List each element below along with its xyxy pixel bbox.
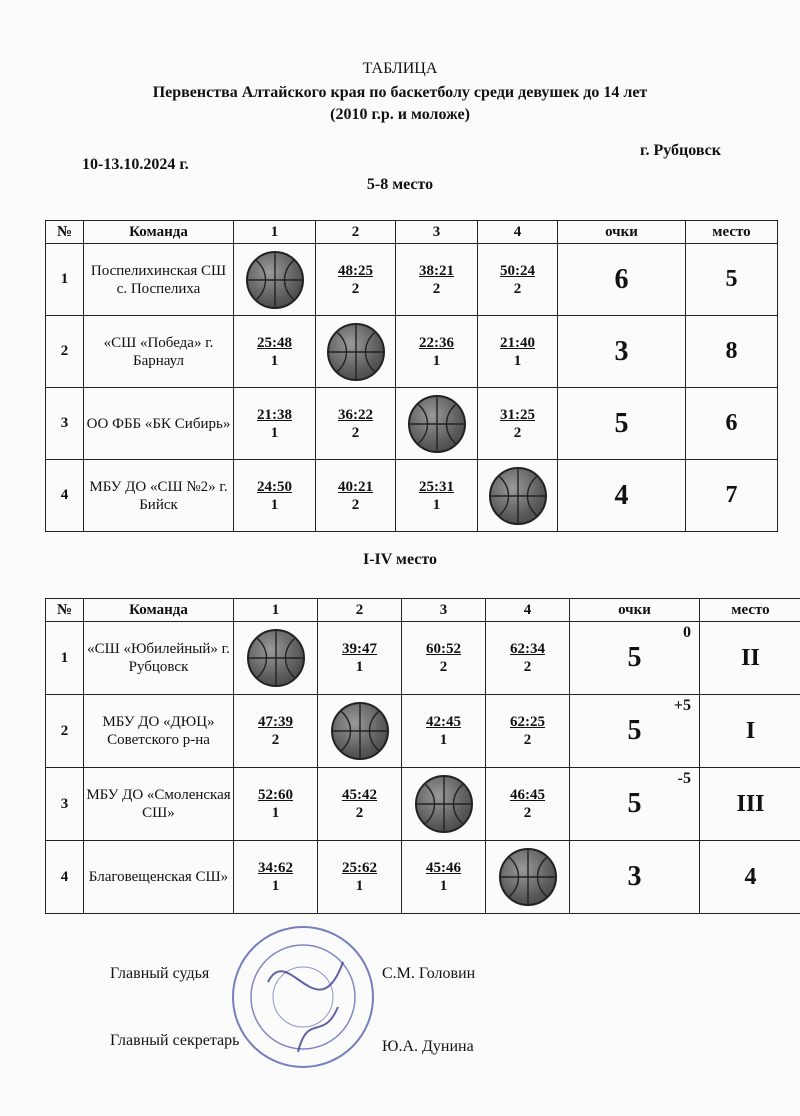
- match-score: 62:34: [510, 641, 545, 657]
- row-number: 4: [46, 460, 84, 532]
- final-place: I: [700, 695, 800, 768]
- total-points: 4: [614, 479, 629, 511]
- match-score: 36:22: [338, 406, 373, 423]
- table-row: [46, 841, 800, 914]
- points-cell: [570, 768, 700, 841]
- points-cell: [558, 388, 686, 460]
- total-points: 5: [627, 715, 642, 746]
- table-row: [46, 695, 800, 768]
- match-score: 25:62: [342, 860, 377, 876]
- match-points: 1: [355, 659, 364, 675]
- column-header: место: [700, 599, 800, 622]
- match-points: 2: [439, 659, 448, 675]
- doc-city: г. Рубцовск: [640, 142, 721, 159]
- column-header: 1: [234, 599, 318, 622]
- match-result: [396, 316, 478, 388]
- table-header-row: [46, 221, 778, 244]
- final-place: 8: [686, 316, 778, 388]
- column-header: 1: [234, 221, 316, 244]
- match-score: 39:47: [342, 641, 377, 657]
- total-points: 5: [627, 788, 642, 819]
- match-score: 34:62: [258, 860, 293, 876]
- match-points: 1: [432, 352, 441, 369]
- match-score: 38:21: [419, 262, 454, 279]
- row-number: 3: [46, 388, 84, 460]
- match-result: [234, 768, 318, 841]
- match-score: 25:31: [419, 478, 454, 495]
- column-header: очки: [558, 221, 686, 244]
- doc-title: ТАБЛИЦА: [362, 60, 438, 77]
- team-name: Благовещенская СШ»: [84, 841, 234, 914]
- total-points: 5: [627, 642, 642, 673]
- table-row: [46, 460, 778, 532]
- row-number: 1: [46, 622, 84, 695]
- match-points: 1: [271, 805, 280, 821]
- match-result: [486, 695, 570, 768]
- match-points: 2: [432, 280, 441, 297]
- final-place: II: [700, 622, 800, 695]
- match-points: 1: [432, 496, 441, 513]
- basketball-icon: [478, 460, 558, 532]
- match-score: 62:25: [510, 714, 545, 730]
- total-points: 5: [614, 407, 629, 439]
- match-points: 1: [270, 352, 279, 369]
- match-points: 2: [523, 732, 532, 748]
- doc-subtitle-years: (2010 г.р. и моложе): [330, 106, 470, 123]
- final-place: 6: [686, 388, 778, 460]
- standings-table-5-8: [45, 220, 778, 532]
- basketball-icon: [415, 775, 473, 833]
- basketball-icon: [318, 695, 402, 768]
- judge-label: Главный судья: [110, 965, 210, 982]
- column-header: №: [46, 221, 84, 244]
- match-result: [316, 460, 396, 532]
- match-result: [318, 768, 402, 841]
- team-name: Поспелихинская СШ с. Поспелиха: [84, 244, 234, 316]
- match-points: 1: [439, 878, 448, 894]
- score-difference: -5: [677, 770, 691, 787]
- row-number: 2: [46, 316, 84, 388]
- points-cell: [558, 244, 686, 316]
- column-header: 3: [396, 221, 478, 244]
- basketball-icon: [234, 622, 318, 695]
- match-result: [318, 841, 402, 914]
- basketball-icon: [396, 388, 478, 460]
- match-points: 1: [439, 732, 448, 748]
- match-score: 45:42: [342, 787, 377, 803]
- match-result: [478, 388, 558, 460]
- match-points: 2: [523, 805, 532, 821]
- match-result: [318, 622, 402, 695]
- judge-name: С.М. Головин: [382, 965, 476, 982]
- column-header: очки: [570, 599, 700, 622]
- match-result: [316, 244, 396, 316]
- column-header: 4: [478, 221, 558, 244]
- match-score: 21:40: [500, 334, 535, 351]
- match-result: [402, 841, 486, 914]
- match-points: 1: [271, 878, 280, 894]
- column-header: 2: [318, 599, 402, 622]
- match-score: 42:45: [426, 714, 461, 730]
- column-header: Команда: [84, 221, 234, 244]
- match-result: [402, 622, 486, 695]
- match-points: 2: [355, 805, 364, 821]
- match-points: 2: [271, 732, 280, 748]
- team-name: МБУ ДО «Смоленская СШ»: [84, 768, 234, 841]
- match-score: 31:25: [500, 406, 535, 423]
- match-result: [234, 460, 316, 532]
- column-header: 4: [486, 599, 570, 622]
- final-place: III: [700, 768, 800, 841]
- match-points: 1: [513, 352, 522, 369]
- match-score: 52:60: [258, 787, 293, 803]
- match-result: [478, 244, 558, 316]
- basketball-icon: [499, 848, 557, 906]
- match-result: [234, 841, 318, 914]
- match-points: 1: [270, 424, 279, 441]
- table-row: [46, 388, 778, 460]
- row-number: 1: [46, 244, 84, 316]
- score-difference: +5: [673, 697, 691, 714]
- row-number: 4: [46, 841, 84, 914]
- doc-subtitle: Первенства Алтайского края по баскетболу среди девушек до 14 лет: [152, 84, 648, 101]
- match-points: 2: [523, 659, 532, 675]
- basketball-icon: [327, 323, 385, 381]
- match-points: 2: [351, 496, 360, 513]
- basketball-icon: [246, 251, 304, 309]
- team-name: МБУ ДО «СШ №2» г. Бийск: [84, 460, 234, 532]
- standings-table-1-4: [45, 598, 800, 914]
- match-score: 46:45: [510, 787, 545, 803]
- basketball-icon: [489, 467, 547, 525]
- section-title-1-4: I-IV место: [363, 551, 437, 568]
- points-cell: [570, 622, 700, 695]
- table-row: [46, 768, 800, 841]
- basketball-icon: [486, 841, 570, 914]
- section-title-5-8: 5-8 место: [366, 176, 434, 193]
- match-result: [402, 695, 486, 768]
- points-cell: [570, 841, 700, 914]
- match-result: [486, 768, 570, 841]
- row-number: 3: [46, 768, 84, 841]
- match-score: 22:36: [419, 334, 454, 351]
- match-score: 40:21: [338, 478, 373, 495]
- column-header: 2: [316, 221, 396, 244]
- match-result: [316, 388, 396, 460]
- final-place: 4: [700, 841, 800, 914]
- match-score: 21:38: [257, 406, 292, 423]
- basketball-icon: [247, 629, 305, 687]
- basketball-icon: [331, 702, 389, 760]
- match-result: [234, 388, 316, 460]
- column-header: место: [686, 221, 778, 244]
- team-name: МБУ ДО «ДЮЦ» Советского р-на: [84, 695, 234, 768]
- basketball-icon: [234, 244, 316, 316]
- table-row: [46, 622, 800, 695]
- match-points: 2: [351, 280, 360, 297]
- team-name: ОО ФББ «БК Сибирь»: [84, 388, 234, 460]
- match-points: 1: [355, 878, 364, 894]
- match-result: [234, 316, 316, 388]
- team-name: «СШ «Юбилейный» г. Рубцовск: [84, 622, 234, 695]
- column-header: Команда: [84, 599, 234, 622]
- match-score: 25:48: [257, 334, 292, 351]
- secretary-label: Главный секретарь: [110, 1032, 240, 1049]
- match-result: [486, 622, 570, 695]
- table-row: [46, 316, 778, 388]
- match-points: 2: [513, 280, 522, 297]
- secretary-name: Ю.А. Дунина: [382, 1038, 474, 1055]
- final-place: 7: [686, 460, 778, 532]
- basketball-icon: [402, 768, 486, 841]
- match-score: 47:39: [258, 714, 293, 730]
- points-cell: [558, 316, 686, 388]
- score-difference: 0: [683, 624, 691, 641]
- match-score: 48:25: [338, 262, 373, 279]
- column-header: №: [46, 599, 84, 622]
- official-stamp: [228, 922, 378, 1072]
- match-score: 45:46: [426, 860, 461, 876]
- match-score: 24:50: [257, 478, 292, 495]
- points-cell: [570, 695, 700, 768]
- match-result: [234, 695, 318, 768]
- match-points: 2: [351, 424, 360, 441]
- match-result: [478, 316, 558, 388]
- match-score: 60:52: [426, 641, 461, 657]
- match-result: [396, 244, 478, 316]
- table-header-row: [46, 599, 800, 622]
- total-points: 6: [614, 263, 629, 295]
- table-row: [46, 244, 778, 316]
- points-cell: [558, 460, 686, 532]
- column-header: 3: [402, 599, 486, 622]
- row-number: 2: [46, 695, 84, 768]
- basketball-icon: [316, 316, 396, 388]
- total-points: 3: [614, 335, 629, 367]
- final-place: 5: [686, 244, 778, 316]
- match-points: 1: [270, 496, 279, 513]
- total-points: 3: [627, 861, 642, 892]
- match-points: 2: [513, 424, 522, 441]
- match-result: [396, 460, 478, 532]
- basketball-icon: [408, 395, 466, 453]
- doc-date: 10-13.10.2024 г.: [82, 156, 189, 173]
- team-name: «СШ «Победа» г. Барнаул: [84, 316, 234, 388]
- match-score: 50:24: [500, 262, 535, 279]
